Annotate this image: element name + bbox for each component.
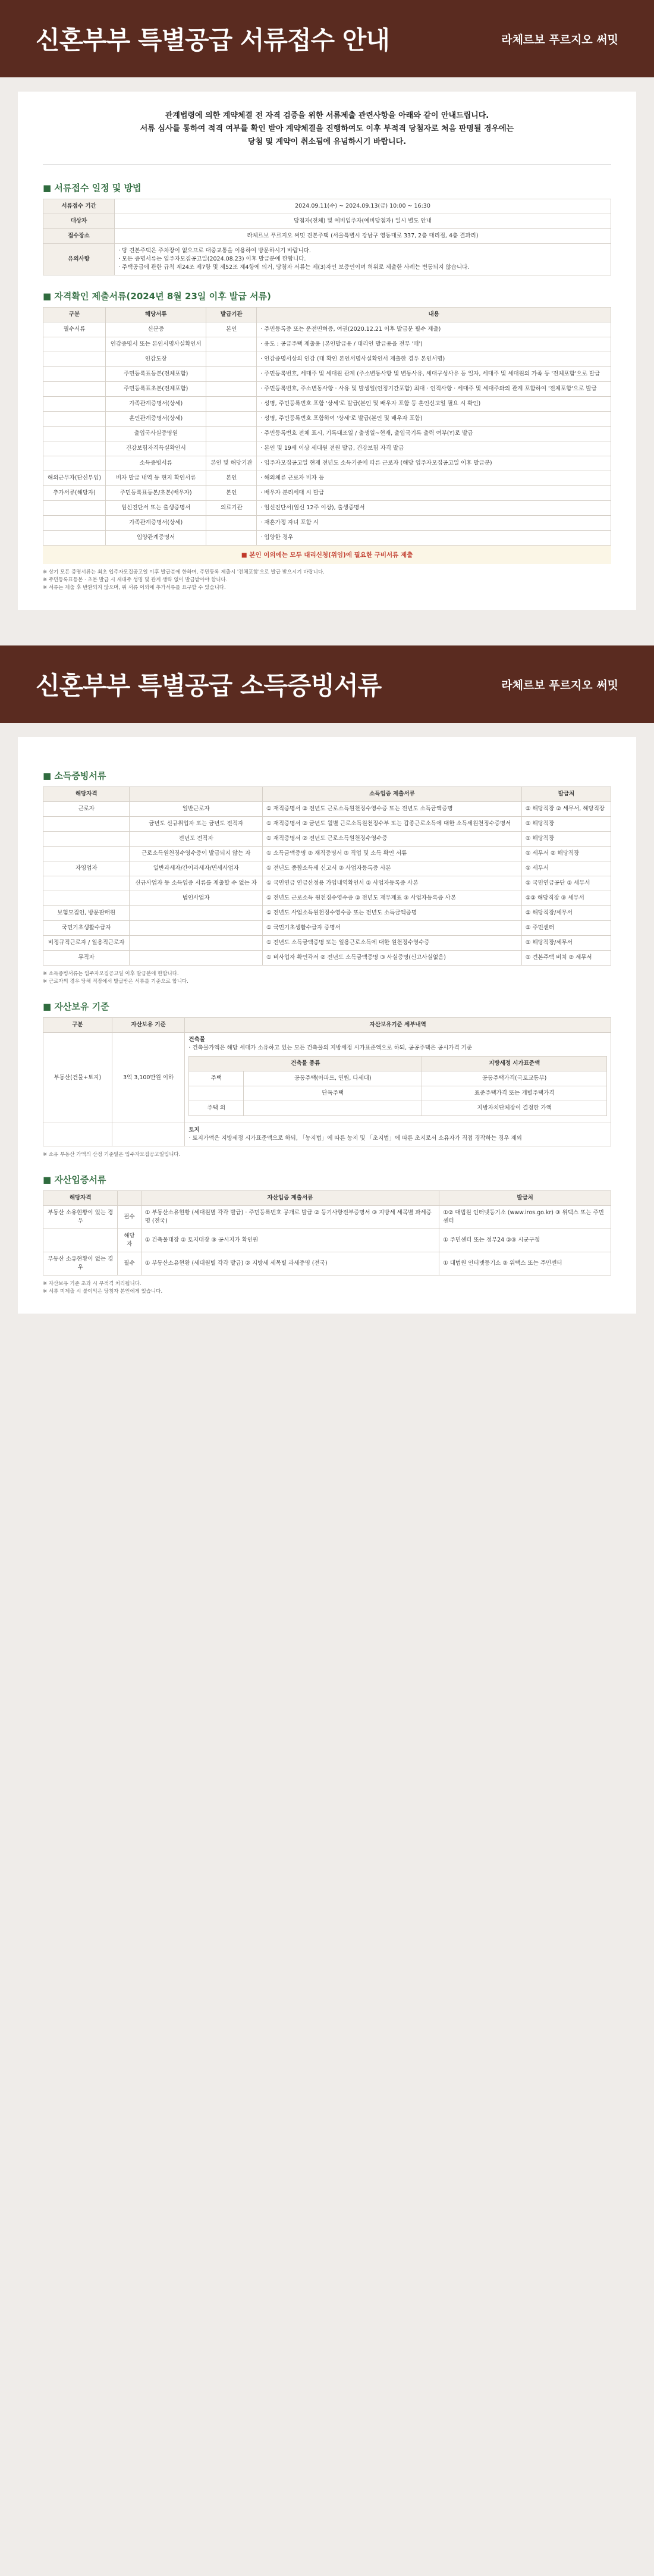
table-cell: 주택 xyxy=(189,1071,244,1086)
table-cell: 2024.09.11(수) ~ 2024.09.13(금) 10:00 ~ 16:30 xyxy=(115,199,611,214)
table-cell: 금년도 신규취업자 또는 금년도 전직자 xyxy=(130,817,263,832)
docs-notes xyxy=(43,569,611,592)
table-cell: 국민기초생활수급자 xyxy=(43,921,130,936)
docs-note: ■ 본인 이외에는 모두 대리신청(위임)에 필요한 구비서류 제출 xyxy=(43,546,611,564)
table-cell xyxy=(206,531,257,546)
table-cell: 본인 및 해당기관 xyxy=(206,456,257,471)
table-header-row xyxy=(43,1191,611,1206)
table-cell: ① 전년도 사업소득원천징수영수증 또는 전년도 소득금액증명 xyxy=(263,906,522,921)
header-2 xyxy=(0,645,654,723)
table-header-cell: 자산입증 제출서류 xyxy=(141,1191,439,1206)
table-cell: ①② 해당직장 ③ 세무서 xyxy=(521,891,611,906)
table-cell xyxy=(130,951,263,966)
table-cell xyxy=(43,456,106,471)
table-cell xyxy=(43,367,106,382)
brand-1: 라체르보 푸르지오 써밋 xyxy=(501,33,618,46)
table-header-row xyxy=(43,308,611,322)
table-header-cell: 구분 xyxy=(43,308,106,322)
table-cell: ① 주민센터 xyxy=(521,921,611,936)
table-cell: 라체르보 푸르지오 써밋 견본주택 (서울특별시 강남구 영동대로 337, 2층 대리점, 4층 결과리) xyxy=(115,229,611,244)
table-cell: 공동주택(아파트, 연립, 다세대) xyxy=(244,1071,422,1086)
table-cell: ①② 대법원 인터넷등기소 (www.iros.go.kr) ③ 위택스 또는 주민센터 xyxy=(439,1206,611,1229)
table-cell: 필수서류 xyxy=(43,322,106,337)
table-cell: ① 부동산소유현황 (세대원별 각각 발급) · 주민등록번호 공개로 발급 ② 등기사항전부증명서 ③ 지방세 세목별 과세증명 (전국) xyxy=(141,1206,439,1229)
table-cell: ① 대법원 인터넷등기소 ② 위택스 또는 주민센터 xyxy=(439,1252,611,1276)
table-cell xyxy=(130,921,263,936)
asset-docs-table xyxy=(43,1190,611,1276)
table-cell: · 임신진단서(임신 12주 이상), 출생증명서 xyxy=(257,501,611,516)
table-cell xyxy=(43,1229,118,1252)
section-title-schedule: ■ 서류접수 일정 및 방법 xyxy=(43,181,611,194)
table-cell xyxy=(43,397,106,412)
table-cell xyxy=(244,1101,422,1116)
table-cell: · 주민등록번호 전체 표시, 기록대조일 / 출생일~현재, 출입국기록 출력 여부(Y)로 발급 xyxy=(257,427,611,441)
table-cell: ① 견본주택 비치 ② 세무서 xyxy=(521,951,611,966)
table-cell: 일반과세자/간이과세자/면세사업자 xyxy=(130,861,263,876)
table-cell: · 주민등록번호, 주소변동사항 · 사유 및 발생일(인정기간포함) 최대 · 인적사항 · 세대주 및 세대주와의 관계 포함하여 '전체포함'으로 발급 xyxy=(257,382,611,397)
section-title-asset-criteria: ■ 자산보유 기준 xyxy=(43,1000,611,1013)
table-cell xyxy=(43,382,106,397)
table-header-cell: 자산보유기준 세부내역 xyxy=(185,1018,611,1033)
table-cell: · 당 견본주택은 주차장이 없으므로 대중교통을 이용하여 방문하시기 바랍니다. · 모든 증명서류는 입주자모집공고일(2024.08.23) 이후 발급분에 한합니다. · 주택공급에 관한 규칙 제24조 제7항 및 제52조 제4항에 의거, 당첨자 서류는 제(3)자인 보증인이며 허위로 제출한 사례는 변동되지 않습니다. xyxy=(115,244,611,275)
table-cell: 당첨자(전체) 및 예비입주자(예비당첨자) 일시 별도 안내 xyxy=(115,214,611,229)
table-cell: 자영업자 xyxy=(43,861,130,876)
schedule-table xyxy=(43,199,611,275)
table-cell: 주민등록표초본(전체포함) xyxy=(106,382,206,397)
table-cell: ① 해당직장 xyxy=(521,832,611,847)
asset-kind-text: · 건축물가액은 해당 세대가 소유하고 있는 모든 건축물의 지방세정 시가표준액으로 하되, 공공주택은 공시가격 기준 xyxy=(188,1045,473,1051)
table-cell: ① 국민연금공단 ② 세무서 xyxy=(521,876,611,891)
table-cell: 비자 발급 내역 등 현지 확인서류 xyxy=(106,471,206,486)
table-cell xyxy=(43,427,106,441)
table-cell: 신규사업자 등 소득입증 서류를 제출할 수 없는 자 xyxy=(130,876,263,891)
table-row xyxy=(43,906,611,921)
table-header-cell: 건축물 종류 xyxy=(189,1057,422,1071)
table-row xyxy=(43,1252,611,1276)
table-cell: ① 국민기초생활수급자 증명서 xyxy=(263,921,522,936)
note-line: ※ 소유 부동산 가액의 산정 기준일은 입주자모집공고일입니다. xyxy=(43,1152,181,1158)
table-cell: 비정규직근로자 / 일용직근로자 xyxy=(43,936,130,951)
table-header-cell: 유의사항 xyxy=(43,244,115,275)
docs-table xyxy=(43,307,611,546)
table-cell: · 배우자 분리세대 시 발급 xyxy=(257,486,611,501)
table-cell: 가족관계증명서(상세) xyxy=(106,397,206,412)
table-cell xyxy=(185,1033,611,1123)
table-cell: 부동산(건물+토지) xyxy=(43,1033,112,1123)
table-cell: · 주민등록증 또는 운전면허증, 여권(2020.12.21 이후 발급분 필수 제출) xyxy=(257,322,611,337)
table-cell: ① 전년도 근로소득 원천징수영수증 ② 전년도 재무제표 ③ 사업자등록증 사본 xyxy=(263,891,522,906)
table-row xyxy=(43,244,611,275)
table-cell xyxy=(43,1123,112,1146)
table-header-cell: 해당자격 xyxy=(43,787,130,802)
table-cell: 일반근로자 xyxy=(130,802,263,817)
brand-2: 라체르보 푸르지오 써밋 xyxy=(501,678,618,692)
table-cell xyxy=(130,906,263,921)
table-cell xyxy=(189,1086,244,1101)
table-cell: ① 부동산소유현황 (세대원별 각각 발급) ② 지방세 세목별 과세증명 (전국) xyxy=(141,1252,439,1276)
table-cell xyxy=(206,412,257,427)
table-cell: 해외근무자(단신부임) xyxy=(43,471,106,486)
table-header-cell xyxy=(130,787,263,802)
table-cell: 본인 xyxy=(206,486,257,501)
table-cell: · 용도 : 공급주택 제출용 (본인발급용 / 대리인 발급용을 전부 '매') xyxy=(257,337,611,352)
table-row xyxy=(43,817,611,832)
table-cell: 3억 3,100만원 이하 xyxy=(112,1033,185,1123)
table-cell: 근로자 xyxy=(43,802,130,817)
table-row xyxy=(43,1033,611,1123)
table-row xyxy=(43,847,611,861)
asset-docs-notes xyxy=(43,1280,611,1296)
table-cell xyxy=(206,441,257,456)
asset-criteria-notes xyxy=(43,1151,611,1159)
table-cell: 본인 xyxy=(206,471,257,486)
table-row xyxy=(43,1206,611,1229)
table-cell: 무직자 xyxy=(43,951,130,966)
table-cell xyxy=(43,412,106,427)
table-cell: 법인사업자 xyxy=(130,891,263,906)
table-cell: 표준주택가격 또는 개별주택가격 xyxy=(422,1086,607,1101)
table-cell: 임신진단서 또는 출생증명서 xyxy=(106,501,206,516)
table-cell: ① 비사업자 확인각서 ② 전년도 소득금액증명 ③ 사실증명(신고사실없음) xyxy=(263,951,522,966)
asset-kind-label: 건축물 xyxy=(188,1036,205,1043)
table-row xyxy=(43,486,611,501)
table-cell: 출입국사실증명원 xyxy=(106,427,206,441)
table-cell: ① 세무서 xyxy=(521,861,611,876)
table-cell xyxy=(206,382,257,397)
asset-criteria-table xyxy=(43,1017,611,1146)
note-line: ※ 상기 모든 증명서류는 최초 입주자모집공고일 이후 발급분에 한하며, 주민등록 제출시 '전체포함'으로 발급 받으시기 바랍니다. xyxy=(43,569,325,575)
table-cell: · 성명, 주민등록번호 포함하여 '상세'로 발급(본인 및 배우자 포함) xyxy=(257,412,611,427)
table-cell xyxy=(112,1123,185,1146)
note-line: ※ 서류는 제출 후 반환되지 않으며, 위 서류 이외에 추가서류를 요구할 수 있습니다. xyxy=(43,585,226,591)
table-cell xyxy=(43,441,106,456)
intro-text: 관계법령에 의한 계약체결 전 자격 검증을 위한 서류제출 관련사항을 아래와 같이 안내드립니다. 서류 심사를 통하여 적격 여부를 확인 받아 계약체결을 진행하여도 이후 부적격 당첨자로 처음 판명될 경우에는 당첨 및 계약이 취소됨에 유념하시기 바랍니다. xyxy=(43,109,611,165)
table-row xyxy=(43,214,611,229)
table-cell: ① 해당직장/세무서 xyxy=(521,906,611,921)
table-cell: ① 재직증명서 ② 금년도 월별 근로소득원천징수부 또는 갑종근로소득에 대한 소득세원천징수증명서 xyxy=(263,817,522,832)
table-cell xyxy=(206,427,257,441)
table-row xyxy=(43,921,611,936)
table-cell: · 해외체류 근로자 비자 등 xyxy=(257,471,611,486)
table-cell: ① 건축물대장 ② 토지대장 ③ 공시지가 확인원 xyxy=(141,1229,439,1252)
asset-kind-label: 토지 xyxy=(188,1127,200,1133)
section-title-asset-docs: ■ 자산입증서류 xyxy=(43,1173,611,1186)
table-header-cell xyxy=(118,1191,141,1206)
table-cell: ① 재직증명서 ② 전년도 근로소득원천징수영수증 또는 전년도 소득금액증명 xyxy=(263,802,522,817)
table-row xyxy=(43,412,611,427)
table-row xyxy=(43,891,611,906)
table-cell: ① 재직증명서 ② 전년도 근로소득원천징수영수증 xyxy=(263,832,522,847)
table-cell xyxy=(130,936,263,951)
header-1 xyxy=(0,0,654,77)
table-row xyxy=(43,382,611,397)
table-row xyxy=(43,951,611,966)
table-row xyxy=(43,471,611,486)
table-cell: ① 해당직장/세무서 xyxy=(521,936,611,951)
table-row xyxy=(43,397,611,412)
table-cell xyxy=(43,891,130,906)
note-line: ※ 서류 미제출 시 불이익은 당첨자 본인에게 있습니다. xyxy=(43,1289,163,1295)
table-cell xyxy=(43,847,130,861)
note-line: ※ 자산보유 기준 초과 시 부적격 처리됩니다. xyxy=(43,1281,142,1287)
table-row xyxy=(43,322,611,337)
table-row xyxy=(43,441,611,456)
table-header-cell: 서류접수 기간 xyxy=(43,199,115,214)
table-cell: 인감도장 xyxy=(106,352,206,367)
table-row xyxy=(43,832,611,847)
table-header-cell: 자산보유 기준 xyxy=(112,1018,185,1033)
table-cell: 공동주택가격(국토교통부) xyxy=(422,1071,607,1086)
table-cell: 건강보험자격득실확인서 xyxy=(106,441,206,456)
asset-kind-text: · 토지가액은 지방세정 시가표준액으로 하되, 「농지법」에 따른 농지 및 「초지법」에 따른 초지로서 소유자가 직접 경작하는 경우 제외 xyxy=(188,1135,522,1142)
table-row xyxy=(43,456,611,471)
table-cell: 전년도 전직자 xyxy=(130,832,263,847)
table-cell: ① 국민연금 연금산정용 가입내역확인서 ② 사업자등록증 사본 xyxy=(263,876,522,891)
table-row xyxy=(43,876,611,891)
table-cell xyxy=(43,516,106,531)
table-row xyxy=(43,516,611,531)
table-cell: 단독주택 xyxy=(244,1086,422,1101)
table-cell: 의료기관 xyxy=(206,501,257,516)
table-cell: ① 해당직장 ② 세무서, 해당직장 xyxy=(521,802,611,817)
table-cell: ① 전년도 종합소득세 신고서 ② 사업자등록증 사본 xyxy=(263,861,522,876)
table-header-cell: 발급처 xyxy=(439,1191,611,1206)
table-cell xyxy=(43,531,106,546)
table-header-cell: 해당자격 xyxy=(43,1191,118,1206)
table-cell: 신분증 xyxy=(106,322,206,337)
table-cell: ① 세무서 ② 해당직장 xyxy=(521,847,611,861)
table-row xyxy=(43,531,611,546)
table-cell: 추가서류(해당자) xyxy=(43,486,106,501)
table-cell: 필수 xyxy=(118,1252,141,1276)
table-cell: ① 주민센터 또는 정부24 ②③ 시군구청 xyxy=(439,1229,611,1252)
income-table xyxy=(43,786,611,966)
table-cell: · 성명, 주민등록번호 포함 '상세'로 발급(본인 및 배우자 포함 등 혼인신고일 필요 시 확인) xyxy=(257,397,611,412)
table-cell: 입양관계증명서 xyxy=(106,531,206,546)
note-line: ※ 근로자의 경우 당해 직장에서 발급받은 서류를 기준으로 합니다. xyxy=(43,979,188,985)
table-header-cell: 소득입증 제출서류 xyxy=(263,787,522,802)
table-cell: ① 해당직장 xyxy=(521,817,611,832)
table-row xyxy=(43,501,611,516)
table-cell: 주민등록표등본/초본(배우자) xyxy=(106,486,206,501)
table-cell xyxy=(206,352,257,367)
note-line: ※ 주민등록표등본 · 초본 발급 시 세대주 성명 및 관계 생략 없이 발급받아야 합니다. xyxy=(43,577,228,583)
table-cell: 부동산 소유현황이 없는 경우 xyxy=(43,1252,118,1276)
table-cell xyxy=(43,352,106,367)
building-sub-table xyxy=(188,1056,607,1116)
table-cell: 가족관계증명서(상세) xyxy=(106,516,206,531)
table-cell: 주택 외 xyxy=(189,1101,244,1116)
table-header-cell: 대상자 xyxy=(43,214,115,229)
table-row xyxy=(43,802,611,817)
income-notes xyxy=(43,970,611,986)
table-cell: ① 전년도 소득금액증명 또는 일용근로소득에 대한 원천징수영수증 xyxy=(263,936,522,951)
table-cell: · 재혼가정 자녀 포함 시 xyxy=(257,516,611,531)
table-row xyxy=(43,199,611,214)
table-cell: 인감증명서 또는 본인서명사실확인서 xyxy=(106,337,206,352)
table-header-cell: 지방세정 시가표준액 xyxy=(422,1057,607,1071)
page-title-1: 신혼부부 특별공급 서류접수 안내 xyxy=(36,26,389,55)
section-title-income: ■ 소득증빙서류 xyxy=(43,769,611,782)
table-cell xyxy=(43,337,106,352)
section-title-docs: ■ 자격확인 제출서류(2024년 8월 23일 이후 발급 서류) xyxy=(43,290,611,302)
table-row xyxy=(43,229,611,244)
table-cell: · 주민등록번호, 세대주 및 세대원 관계 (주소변동사항 및 변동사유, 세대구성사유 등 일자, 세대주 및 세대원의 가족 등 '전체포함'으로 발급 xyxy=(257,367,611,382)
table-row xyxy=(43,337,611,352)
table-cell xyxy=(185,1123,611,1146)
table-cell xyxy=(43,817,130,832)
table-cell xyxy=(206,367,257,382)
card-2 xyxy=(18,737,636,1314)
table-cell: 보험모집인, 방문판매원 xyxy=(43,906,130,921)
table-cell: 필수 xyxy=(118,1206,141,1229)
table-row xyxy=(43,352,611,367)
table-cell: · 입주자모집공고일 현재 전년도 소득기준에 따른 근로자 (해당 입주자모집공고일 이후 발급분) xyxy=(257,456,611,471)
table-header-row xyxy=(43,787,611,802)
table-row xyxy=(43,1123,611,1146)
table-cell: 소득증빙서류 xyxy=(106,456,206,471)
table-cell: 본인 xyxy=(206,322,257,337)
table-header-row xyxy=(43,1018,611,1033)
table-cell: 해당자 xyxy=(118,1229,141,1252)
table-cell: · 입양한 경우 xyxy=(257,531,611,546)
table-cell: 혼인관계증명서(상세) xyxy=(106,412,206,427)
table-cell: 부동산 소유현황이 있는 경우 xyxy=(43,1206,118,1229)
table-header-cell: 구분 xyxy=(43,1018,112,1033)
table-cell: 근로소득원천징수영수증이 발급되지 않는 자 xyxy=(130,847,263,861)
table-cell: 지방자치단체장이 결정한 가액 xyxy=(422,1101,607,1116)
table-cell xyxy=(206,516,257,531)
page-title-2: 신혼부부 특별공급 소득증빙서류 xyxy=(36,671,382,700)
table-cell: · 본인 및 19세 이상 세대원 전원 발급, 건강보험 자격 발급 xyxy=(257,441,611,456)
table-header-cell: 접수장소 xyxy=(43,229,115,244)
table-cell: ① 소득금액증명 ② 재직증명서 ③ 직업 및 소득 확인 서류 xyxy=(263,847,522,861)
table-row xyxy=(43,861,611,876)
table-header-cell: 해당서류 xyxy=(106,308,206,322)
note-line: ※ 소득증빙서류는 입주자모집공고일 이후 발급분에 한합니다. xyxy=(43,971,179,977)
table-cell xyxy=(206,397,257,412)
table-row xyxy=(43,936,611,951)
table-row xyxy=(43,367,611,382)
table-header-cell: 발급기관 xyxy=(206,308,257,322)
table-header-cell: 발급처 xyxy=(521,787,611,802)
table-row xyxy=(43,427,611,441)
table-cell xyxy=(43,501,106,516)
table-cell: 주민등록표등본(전체포함) xyxy=(106,367,206,382)
card-1 xyxy=(18,92,636,610)
table-cell xyxy=(43,876,130,891)
table-cell xyxy=(206,337,257,352)
table-cell: · 인감증명서상의 인감 (대 확인 본인서명사실확인서 제출한 경우 본인서명) xyxy=(257,352,611,367)
table-cell xyxy=(43,832,130,847)
table-header-cell: 내용 xyxy=(257,308,611,322)
table-row xyxy=(43,1229,611,1252)
